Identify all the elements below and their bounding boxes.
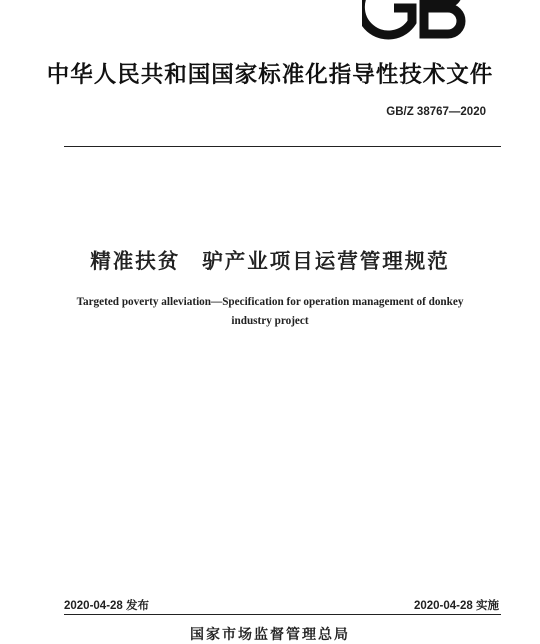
gb-logo-icon xyxy=(362,0,474,40)
document-title-english xyxy=(40,293,500,331)
title-cn-part2: 驴产业项目运营管理规范 xyxy=(202,249,450,273)
implement-date: 2020-04-28 实施 xyxy=(413,600,499,612)
issuing-category-title: 中华人民共和国国家标准化指导性技术文件 xyxy=(46,62,494,88)
publish-date: 2020-04-28 发布 xyxy=(64,600,150,612)
header-divider xyxy=(64,146,501,147)
title-en-line1: Targeted poverty alleviation—Specification for operation management of donkey xyxy=(76,296,464,308)
title-cn-part1: 精准扶贫 xyxy=(90,249,181,273)
document-title-chinese xyxy=(0,244,540,274)
title-en-line2: industry project xyxy=(231,315,309,327)
footer-divider xyxy=(64,614,501,615)
standard-code: GB/Z 38767—2020 xyxy=(386,106,486,118)
issuing-authority: 国家市场监督管理总局 xyxy=(190,627,350,643)
